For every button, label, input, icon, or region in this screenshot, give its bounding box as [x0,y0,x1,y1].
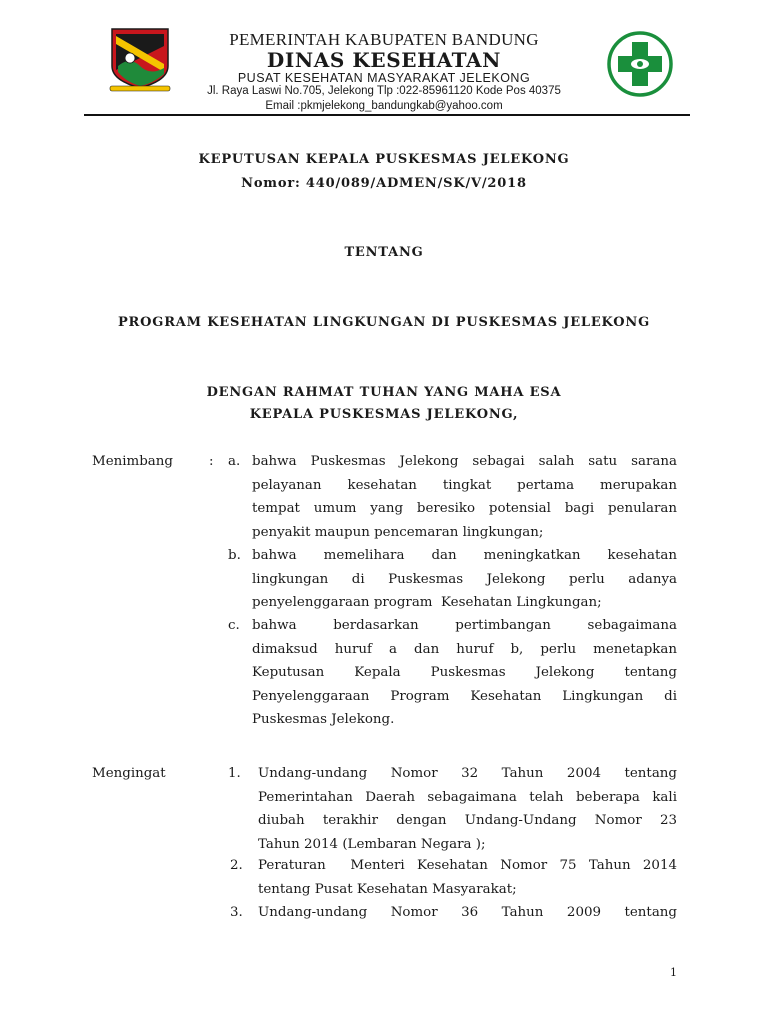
mengingat-item-3 [258,901,677,925]
letterhead-email: Email :pkmjelekong_bandungkab@yahoo.com [265,100,503,112]
text-line: Keputusan Kepala Puskesmas Jelekong tentang [252,665,677,680]
text-line: Penyelenggaraan Program Kesehatan Lingkungan di [252,688,677,704]
menimbang-marker-c: c. [228,618,240,633]
text-line: diubah terakhir dengan Undang-Undang Nomor 23 [258,813,677,828]
text-line: bahwa berdasarkan pertimbangan sebagaimana [252,618,677,633]
text-line: tempat umum yang beresiko potensial bagi penularan [252,501,677,516]
text-line: lingkungan di Puskesmas Jelekong perlu adanya [252,571,677,587]
menimbang-colon: : [209,454,214,469]
mengingat-marker-2: 2. [230,858,243,873]
text-line: pelayanan kesehatan tingkat pertama merupakan [252,477,677,493]
menimbang-item-c [252,614,677,732]
decree-title: KEPUTUSAN KEPALA PUSKESMAS JELEKONG [198,152,570,167]
decree-subject: PROGRAM KESEHATAN LINGKUNGAN DI PUSKESMAS JELEKONG [117,315,651,330]
text-line: tentang Pusat Kesehatan Masyarakat; [258,881,517,897]
text-line: penyelenggaraan program Kesehatan Lingkungan; [252,595,602,610]
letterhead-address: Jl. Raya Laswi No.705, Jelekong Tlp :022-85961120 Kode Pos 40375 [207,85,561,97]
menimbang-label: Menimbang [92,454,173,469]
decree-invocation: DENGAN RAHMAT TUHAN YANG MAHA ESA [206,385,562,400]
decree-number: Nomor: 440/089/ADMEN/SK/V/2018 [241,176,527,191]
text-line: Undang-undang Nomor 36 Tahun 2009 tentang [258,905,677,920]
text-line: bahwa memelihara dan meningkatkan kesehatan [252,548,677,563]
letterhead-government: PEMERINTAH KABUPATEN BANDUNG [229,30,539,49]
mengingat-marker-1: 1. [228,766,241,781]
text-line: Undang-undang Nomor 32 Tahun 2004 tentang [258,766,677,781]
text-line: Puskesmas Jelekong. [252,712,395,727]
mengingat-item-1 [258,762,677,856]
text-line: dimaksud huruf a dan huruf b, perlu menetapkan [252,641,677,657]
decree-authority: KEPALA PUSKESMAS JELEKONG, [249,407,519,422]
text-line: bahwa Puskesmas Jelekong sebagai salah satu sarana [252,454,677,469]
decree-about: TENTANG [344,245,424,260]
menimbang-item-a [252,450,677,544]
letterhead-divider [84,114,690,116]
menimbang-marker-b: b. [228,548,241,563]
puskesmas-cross-logo [606,30,674,98]
text-line: Tahun 2014 (Lembaran Negara ); [258,836,486,852]
mengingat-item-2 [258,854,677,901]
page-number: 1 [670,966,677,979]
text-line: penyakit maupun pencemaran lingkungan; [252,524,544,540]
mengingat-label: Mengingat [92,766,166,781]
menimbang-marker-a: a. [228,454,241,469]
text-line: Pemerintahan Daerah sebagaimana telah beberapa kali [258,789,677,805]
menimbang-item-b [252,544,677,615]
letterhead-agency: DINAS KESEHATAN [266,48,502,72]
mengingat-marker-3: 3. [230,905,243,920]
letterhead-unit: PUSAT KESEHATAN MASYARAKAT JELEKONG [237,71,531,85]
text-line: Peraturan Menteri Kesehatan Nomor 75 Tahun 2014 [258,858,677,873]
